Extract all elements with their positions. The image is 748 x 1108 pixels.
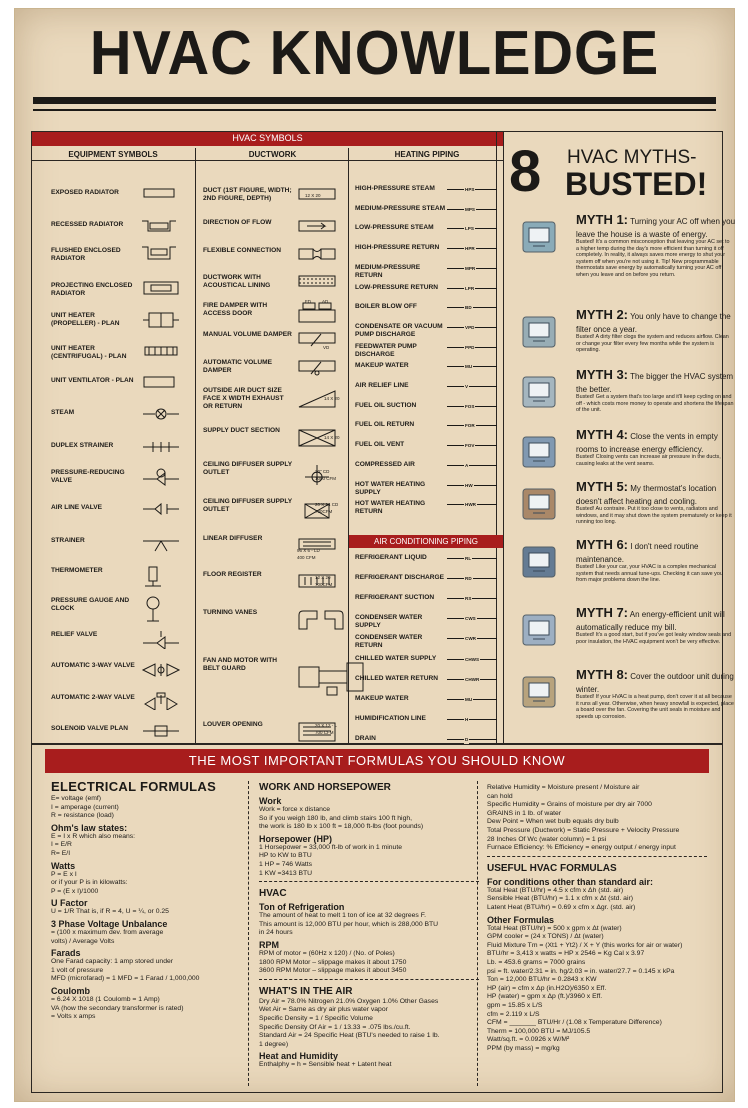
formula-line: Specific Density Of Air = 1 / 13.33 = .075 lbs./cu.ft. [259,1023,411,1031]
myth-explanation: Busted! Like your car, your HVAC is a complex mechanical system that needs annual tune-ups. Checking it can save you from major problems down the line. [576,564,723,584]
myth-label: MYTH 7: [576,605,628,620]
formula-line: 1 degree) [259,1040,289,1048]
formula-line: psi = ft. water/2.31 = in. hg/2.03 = in. water/27.7 = 0.145 x kPa [487,967,675,975]
formula-line: 3600 RPM Motor – slippage makes it about 3450 [259,967,407,975]
formula-subtitle: Horsepower (HP) [259,833,333,844]
formula-line: Enthalphy = h = Sensible heat + Latent heat [259,1061,392,1069]
piping-label: REFRIGERANT DISCHARGE [355,574,445,582]
equipment-symbol-label: AUTOMATIC 3-WAY VALVE [51,662,135,669]
piping-label: HIGH-PRESSURE STEAM [355,185,435,192]
formula-line: Work = force x distance [259,806,331,813]
duct-size-mark: 700CFM [315,582,333,587]
equipment-symbol-icon [141,660,181,680]
formula-line: BTU/hr = 3,413 x watts = HP x 2546 = Kg Cal x 3.97 [487,950,645,958]
myth-statement: The bigger the HVAC system the better. [576,372,734,394]
piping-code: HPS [465,187,475,192]
piping-code: BD [465,305,472,311]
formula-section-rule [259,979,479,980]
myth-illustration-icon [521,218,559,256]
formula-line: or if your P is in kilowatts: [51,879,128,887]
formula-section-rule [487,856,707,857]
duct-size-mark: 12 X 20 [305,193,321,198]
formula-line: U = 1/R That is, if R = 4, U = ¼, or 0.25 [51,908,169,916]
equipment-symbol-label: UNIT VENTILATOR - PLAN [51,377,134,384]
symbols-divider [348,148,349,745]
duct-size-mark: 1000 CFM [315,476,337,481]
formula-line: 1800 RPM Motor – slippage makes it about 1750 [259,958,407,966]
formula-line: = 6.24 X 1018 (1 Coulomb = 1 Amp) [51,996,160,1003]
myth-explanation: Busted! If your HVAC is a heat pump, don't cover it at all because it runs all year. Otherwise, when heavy snowfall is expected, place a board over the fan. Covering the unit seals in moisture and speeds up corrosion. [576,694,734,720]
piping-label: MEDIUM-PRESSURE STEAM [355,204,446,212]
equipment-symbol-label: RECESSED RADIATOR [51,221,124,228]
symbols-header: HVAC SYMBOLS [32,132,503,146]
equipment-symbol-label: AUTOMATIC 2-WAY VALVE [51,694,135,701]
formula-line: 1 KW =3413 BTU [259,869,313,877]
formula-line: Relative Humidity = Moisture present / Moisture air [487,784,640,791]
myth-explanation: Busted! Closing vents can increase air pressure in the ducts, causing leaks at the vent seams. [576,454,721,467]
myth-explanation: Busted! Au contraire. Put it too close to vents, radiators and windows, and it may shut down the system prematurely or keep it running too long. [576,506,732,526]
equipment-symbol-label: FLUSHED ENCLOSED RADIATOR [51,247,121,262]
piping-label: REFRIGERANT SUCTION [355,594,435,602]
piping-label: CONDENSATE OR VACUUM PUMP DISCHARGE [355,322,443,338]
formula-line: Fluid Mixture Tm = (Xt1 + Yt2) / X + Y (this works for air or water) [487,941,683,949]
piping-code: FOR [465,423,475,429]
ductwork-symbol-icon [297,219,337,233]
formulas-divider-2 [477,781,478,1086]
myth-explanation: Busted! Get a system that's too large and it'll keep cycling on and off - which costs more money to operate and shortens the lifespan of the unit. [576,394,734,414]
formula-line: 1 Horsepower = 33,000 ft-lb of work in 1 minute [259,843,402,851]
symbols-column-head: EQUIPMENT SYMBOLS [68,150,158,159]
ductwork-symbol-label: FAN AND MOTOR WITH BELT GUARD [203,657,277,672]
ductwork-symbol-label: DIRECTION OF FLOW [203,219,272,226]
myth-title [576,669,736,696]
equipment-symbol-label: UNIT HEATER (CENTRIFUGAL) - PLAN [51,345,127,360]
formula-line: GRAINS in 1 lb. of water [487,809,562,817]
myth-label: MYTH 4: [576,427,628,442]
ductwork-symbol-icon [297,359,337,377]
piping-label: HIGH-PRESSURE RETURN [355,244,440,252]
formula-subtitle: U Factor [51,898,88,909]
equipment-symbol-icon [141,692,181,710]
formula-line: Specific Density = 1 / Specific Volume [259,1015,373,1022]
formula-subtitle: RPM [259,940,279,950]
piping-code: LPS [465,226,474,232]
myth-statement: I don't need routine maintenance. [576,542,699,564]
piping-code: CHWR [465,676,480,682]
piping-label: FEEDWATER PUMP DISCHARGE [355,342,417,358]
formula-line: Latent Heat (BTU/hr) = 0.69 x cfm x Δgr. (std. air) [487,904,636,911]
equipment-symbol-icon [141,375,177,389]
formula-line: Total Heat (BTU/hr) = 500 x gpm x Δt (water) [487,924,622,932]
myth-illustration-icon [521,485,559,523]
piping-label: HUMIDIFICATION LINE [355,714,426,722]
formula-line: Standard Air = 24 Specific Heat (BTU's needed to raise 1 lb. [259,1032,440,1040]
formula-subtitle: Watts [51,860,76,871]
symbols-column-head: DUCTWORK [248,150,297,159]
myth-title [576,481,736,508]
piping-code: FOS [465,403,475,409]
formula-line: Total Heat (BTU/hr) = 4.5 x cfm x Δh (std. air) [487,886,624,894]
equipment-symbol-label: PRESSURE-REDUCING VALVE [51,469,125,484]
formula-section-title: HVAC [259,888,287,900]
myth-title [576,539,736,566]
formula-line: Dry Air = 78.0% Nitrogen 21.0% Oxygen 1.0% Other Gases [259,997,439,1005]
myth-illustration-icon [521,673,559,711]
formula-line: gpm = 15.85 x L/S [487,1002,543,1009]
myth-label: MYTH 5: [576,479,628,494]
ductwork-symbol-icon [297,609,345,631]
formulas-header: THE MOST IMPORTANT FORMULAS YOU SHOULD KNOW [45,749,709,773]
piping-code: D [465,736,469,742]
formula-section-title: USEFUL HVAC FORMULAS [487,862,617,874]
piping-code: LPR [465,285,475,291]
piping-code: VPD [465,324,475,330]
duct-size-mark: VD [323,345,330,350]
ductwork-symbol-label: OUTSIDE AIR DUCT SIZE FACE X WIDTH EXHAUST OR RETURN [203,387,284,410]
piping-code: FOV [465,443,475,449]
ductwork-symbol-label: DUCT (1ST FIGURE, WIDTH; 2ND FIGURE, DEPTH) [203,187,292,202]
myth-title [576,309,736,336]
equipment-symbol-icon [141,535,181,555]
equipment-symbol-label: STEAM [51,409,75,416]
piping-label: MAKEUP WATER [355,694,409,702]
piping-code: RD [465,576,472,582]
formula-subtitle: Coulomb [51,986,90,996]
myth-title [576,214,736,241]
piping-line [447,739,497,740]
formula-subtitle: Ohm's law states: [51,822,128,833]
piping-code: HW [465,482,473,488]
formula-line: HP (air) = cfm x Δp (in.H2O)/6350 x Eff. [487,984,607,992]
piping-label: REFRIGERANT LIQUID [355,554,427,561]
duct-size-mark: 96 X 6 - LD [297,548,320,553]
piping-code: MU [465,364,473,370]
formula-line: E = I x R which also means: [51,832,136,840]
formula-subtitle: Other Formulas [487,914,555,925]
formula-line: HP to KW to BTU [259,852,312,860]
ductwork-symbol-label: FLOOR REGISTER [203,571,262,578]
page-title: HVAC KNOWLEDGE [89,19,660,88]
duct-size-mark: AD [322,299,329,304]
myth-statement: Turning your AC off when you leave the house is a waste of energy. [576,217,736,239]
piping-line [447,719,497,720]
piping-code: H [465,716,469,722]
formula-line: R = resistance (load) [51,812,114,820]
formula-line: Lb. = 453.6 grams = 7000 grains [487,959,586,966]
equipment-symbol-label: SOLENOID VALVE PLAN [51,725,129,732]
piping-label: DRAIN [355,734,376,742]
equipment-symbol-label: DUPLEX STRAINER [51,442,114,449]
piping-code: CWR [465,636,476,642]
piping-label: HOT WATER HEATING RETURN [355,500,426,516]
myths-heading-1: HVAC MYTHS- [567,147,697,168]
equipment-symbol-icon [141,467,181,487]
equipment-symbol-icon [141,723,181,739]
ductwork-symbol-icon [297,302,337,324]
piping-code: HPR [465,246,475,252]
formula-line: 28 Inches Of Wc (water column) = 1 psi [487,835,607,843]
formula-line: This amount is 12,000 BTU per hour, which is 288,000 BTU [259,920,439,928]
myth-illustration-icon [521,611,559,649]
formula-line: Total Pressure (Ductwork) = Static Pressure + Velocity Pressure [487,827,680,834]
ductwork-symbol-label: TURNING VANES [203,609,258,616]
formula-line: cfm = 2.119 x L/S [487,1010,540,1018]
ductwork-symbol-label: FIRE DAMPER WITH ACCESS DOOR [203,302,268,317]
myth-statement: My thermostat's location doesn't affect heating and cooling. [576,484,717,506]
ductwork-symbol-label: MANUAL VOLUME DAMPER [203,331,292,338]
formula-line: CFM = _______ BTU/Hr / (1.08 x Temperature Difference) [487,1019,662,1027]
duct-size-mark: 700CFM [315,509,333,514]
formula-line: I = amperage (current) [51,803,119,811]
myth-statement: You only have to change the filter once a year. [576,312,731,334]
formula-subtitle: For conditions other than standard air: [487,876,654,887]
equipment-symbol-label: EXPOSED RADIATOR [51,189,119,196]
myth-explanation: Busted! A dirty filter clogs the system and reduces airflow. Clean or change your filter every few months while the system is operating. [576,334,729,354]
equipment-symbol-icon [141,407,181,421]
duct-size-mark: 20 X 12 - L [315,723,338,728]
equipment-symbol-icon [141,629,181,649]
formula-line: RPM of motor = (60Hz x 120) / (No. of Poles) [259,950,395,957]
formula-line: P = (E x I)/1000 [51,887,99,895]
ac-piping-header: AIR CONDITIONING PIPING [349,535,503,548]
formula-line: One Farad capacity: 1 amp stored under [51,958,174,966]
ductwork-symbol-icon [297,247,337,261]
formula-line: I = E/R [51,841,72,849]
formula-line: GPM cooler = (24 x TONS) / Δt (water) [487,933,604,941]
duct-size-mark: 700 CFM [315,730,334,735]
formula-subtitle: Heat and Humidity [259,1051,339,1062]
equipment-symbol-icon [141,187,177,199]
myth-label: MYTH 2: [576,307,628,322]
formula-line: P = E x I [51,870,77,878]
myth-explanation: Busted! It's a good start, but if you've got leaky window seals and poor insulation, the HVAC equipment won't be very effective. [576,632,732,645]
formula-line: Ton = 12,000 BTU/hr = 0.2843 x KW [487,976,597,984]
piping-label: FUEL OIL SUCTION [355,401,417,409]
formula-line: = (100 x maximum dev. from average [51,929,164,936]
formula-line: So if you weigh 180 lb, and climb stairs 100 ft high, [259,814,413,822]
formula-line: 1 HP = 746 Watts [259,861,313,868]
myth-illustration-icon [521,543,559,581]
ductwork-symbol-label: CEILING DIFFUSER SUPPLY OUTLET [203,461,293,476]
piping-code: HWR [465,502,476,508]
symbols-divider [195,148,196,745]
equipment-symbol-label: AIR LINE VALVE [51,504,103,511]
title-rule [33,97,716,104]
duct-size-mark: 14 X 20 [324,435,340,440]
myths-heading-2: BUSTED! [565,166,708,202]
myth-illustration-icon [521,433,559,471]
piping-code: MPS [465,206,475,212]
piping-code: CWS [465,616,476,622]
equipment-symbol-label: UNIT HEATER (PROPELLER) - PLAN [51,312,120,327]
formula-line: can hold [487,792,513,800]
piping-label: LOW-PRESSURE STEAM [355,224,434,232]
piping-code: MPR [465,265,476,271]
equipment-symbol-icon [141,565,165,587]
piping-label: FUEL OIL VENT [355,441,405,449]
piping-label: HOT WATER HEATING SUPPLY [355,480,426,496]
equipment-symbol-icon [141,310,181,330]
myth-title [576,369,736,396]
piping-code: V [465,384,469,389]
equipment-symbol-label: THERMOMETER [51,567,103,574]
formula-subtitle: 3 Phase Voltage Unbalance [51,919,168,929]
formula-line: Watt/sq.ft. = 0.0926 x W/M² [487,1036,570,1044]
myth-illustration-icon [521,313,559,351]
equipment-symbol-icon [141,595,165,623]
myth-title [576,429,736,456]
piping-label: MEDIUM-PRESSURE RETURN [355,263,421,279]
formula-subtitle: Work [259,796,282,806]
myth-title [576,607,736,634]
piping-label: FUEL OIL RETURN [355,421,415,429]
formula-line: HP (water) = gpm x Δp (ft.)/3960 x Eff. [487,993,603,1001]
myth-explanation: Busted! It's a common misconception that leaving your AC set to a higher temp during the day's more efficient than turning it off completely. In reality, it always saves more energy to shut your system off when you're not using it. Tip! New programmable thermostats save energy by automatically turning your AC off when you leave and on before you return. [576,239,730,278]
formula-line: The amount of heat to melt 1 ton of ice at 32 degrees F. [259,912,427,920]
piping-code: CHWS [465,656,480,662]
duct-size-mark: FD [305,299,311,304]
title-rule-thin [33,109,716,111]
equipment-symbol-icon [141,245,177,261]
formula-section-rule [259,881,479,882]
piping-label: CHILLED WATER RETURN [355,674,439,682]
formula-section-title: WHAT'S IN THE AIR [259,985,353,997]
myth-label: MYTH 3: [576,367,628,382]
piping-code: PPD [465,344,475,350]
piping-label: BOILER BLOW OFF [355,303,417,311]
formula-line: Wet Air = Same as dry air plus water vapor [259,1006,388,1014]
equipment-symbol-icon [141,280,181,296]
myth-statement: An energy-efficient unit will automatically reduce my bill. [576,610,725,632]
formula-subtitle: Farads [51,948,81,959]
piping-code: RL [465,556,472,561]
equipment-symbol-label: STRAINER [51,537,85,544]
formula-section-title: WORK AND HORSEPOWER [259,782,391,793]
ductwork-symbol-label: FLEXIBLE CONNECTION [203,247,282,254]
symbols-head-rule [32,160,503,161]
formula-line: volts) / Average Volts [51,937,115,945]
myth-statement: Cover the outdoor unit during winter. [576,672,734,694]
duct-size-mark: 20" CD [315,469,330,474]
formula-section-title: ELECTRICAL FORMULAS [51,779,217,794]
piping-label: CONDENSER WATER RETURN [355,634,423,650]
equipment-symbol-icon [141,440,181,454]
piping-code: RS [465,596,472,602]
ductwork-symbol-label: LINEAR DIFFUSER [203,535,263,542]
piping-label: AIR RELIEF LINE [355,382,409,389]
equipment-symbol-icon [141,219,177,233]
symbols-column-head: HEATING PIPING [394,150,460,159]
formula-line: PPM (by mass) = mg/kg [487,1045,560,1052]
formula-line: Dew Point = When wet bulb equals dry bulb [487,818,619,826]
myth-label: MYTH 8: [576,667,628,682]
poster [14,8,735,1102]
piping-label: COMPRESSED AIR [355,460,415,468]
ductwork-symbol-label: DUCTWORK WITH ACOUSTICAL LINING [203,274,271,289]
formula-line: = Volts x amps [51,1013,96,1021]
myth-illustration-icon [521,373,559,411]
duct-size-mark: 12 X 20 [315,575,331,580]
duct-size-mark: 400 CFM [297,555,316,560]
formula-line: VA (how the secondary transformer is rated) [51,1004,184,1012]
myth-label: MYTH 1: [576,212,628,227]
ductwork-symbol-label: AUTOMATIC VOLUME DAMPER [203,359,272,374]
formula-line: R= E/I [51,850,71,857]
formula-line: Sensible Heat (BTU/hr) = 1.1 x cfm x Δt (std. air) [487,895,633,903]
piping-line [447,465,497,466]
formula-line: Therm = 100,000 BTU = MJ/105.5 [487,1027,591,1035]
ductwork-symbol-icon [297,274,337,288]
formula-line: in 24 hours [259,929,293,937]
piping-label: LOW-PRESSURE RETURN [355,283,439,291]
equipment-symbol-label: RELIEF VALVE [51,631,98,638]
formula-line: the work is 180 lb x 100 ft = 18,000 ft-lbs (foot pounds) [259,823,424,831]
formulas-divider-1 [248,781,249,1086]
piping-label: CHILLED WATER SUPPLY [355,654,437,662]
duct-size-mark: 14 X 20 [324,396,340,401]
ductwork-symbol-icon [297,331,337,349]
piping-code: A [465,462,469,468]
equipment-symbol-label: PROJECTING ENCLOSED RADIATOR [51,282,133,297]
myth-label: MYTH 6: [576,537,628,552]
ductwork-symbol-label: LOUVER OPENING [203,721,263,728]
formula-line: Furnace Efficiency: % Efficiency = energy output / energy input [487,844,676,852]
ductwork-symbol-label: CEILING DIFFUSER SUPPLY OUTLET [203,498,293,513]
piping-line [447,386,497,387]
piping-label: MAKEUP WATER [355,362,409,370]
piping-label: CONDENSER WATER SUPPLY [355,614,423,630]
formula-line: MFD (microfarad) = 1 MFD = 1 Farad / 1,000,000 [51,975,200,983]
myth-statement: Close the vents in empty rooms to increase energy efficiency. [576,432,718,454]
formula-line: E= voltage (emf) [51,795,102,802]
ductwork-symbol-label: SUPPLY DUCT SECTION [203,427,280,434]
formula-line: Specific Humidity = Grains of moisture per dry air 7000 [487,801,652,809]
formula-subtitle: Ton of Refrigeration [259,902,345,913]
piping-code: MU [465,696,473,702]
duct-size-mark: 20 X 14 CD [315,502,339,507]
equipment-symbol-icon [141,343,181,359]
equipment-symbol-icon [141,502,181,516]
equipment-symbol-label: PRESSURE GAUGE AND CLOCK [51,597,130,612]
formula-line: 1 volt of pressure [51,966,104,974]
myths-number: 8 [509,139,542,204]
